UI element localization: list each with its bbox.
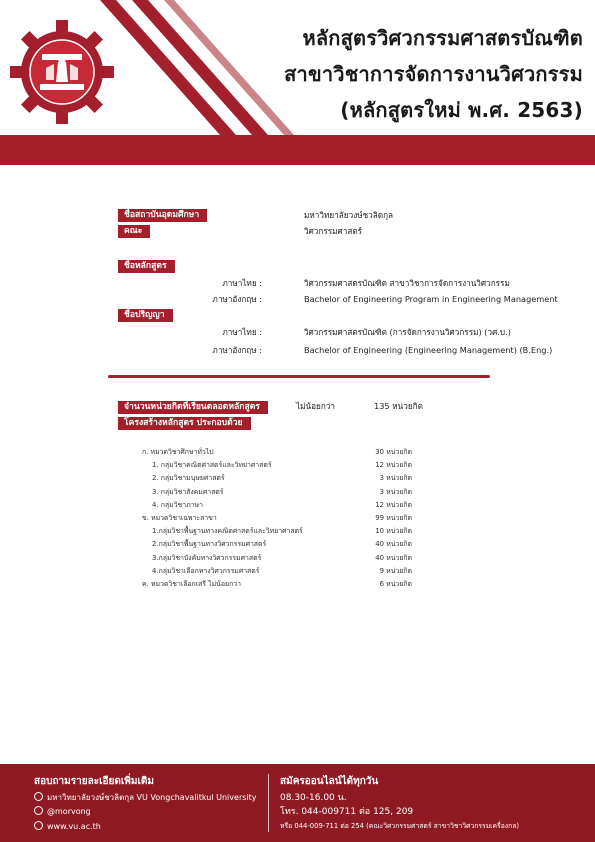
curriculum-row-name: ข. หมวดวิชาเฉพาะสาขา bbox=[142, 514, 217, 522]
curriculum-row-credits: 30 หน่วยกิต bbox=[375, 448, 412, 456]
curriculum-row-name: 3. กลุ่มวิชาสังคมศาสตร์ bbox=[152, 487, 224, 496]
faculty-value: วิศวกรรมศาสตร์ bbox=[304, 226, 363, 236]
apply-title: สมัครออนไลน์ได้ทุกวัน bbox=[280, 776, 379, 787]
curriculum-row bbox=[142, 565, 412, 577]
total-credits-prefix: ไม่น้อยกว่า bbox=[296, 401, 335, 411]
program-thai-value: วิศวกรรมศาสตรบัณฑิต สาขาวิชาการจัดการงานวิศวกรรม bbox=[304, 278, 510, 288]
curriculum-row bbox=[142, 552, 412, 564]
contact-social[interactable]: @morvong bbox=[47, 807, 91, 816]
curriculum-row bbox=[142, 525, 412, 537]
curriculum-row-credits: 12 หน่วยกิต bbox=[375, 500, 412, 509]
banner-stripe-1 bbox=[100, 0, 236, 135]
curriculum-row-credits: 12 หน่วยกิต bbox=[375, 461, 412, 470]
curriculum-row bbox=[142, 512, 412, 524]
curriculum-row-name: 2.กลุ่มวิชาพื้นฐานทางวิศวกรรมศาสตร์ bbox=[152, 540, 267, 549]
curriculum-row bbox=[142, 486, 412, 498]
contact-university: มหาวิทยาลัยวงษ์ชวลิตกุล VU Vongchavalitkul University bbox=[47, 793, 257, 802]
line-chat-icon bbox=[34, 806, 43, 815]
footer bbox=[0, 764, 595, 842]
structure-label: โครงสร้างหลักสูตร ประกอบด้วย bbox=[118, 417, 251, 430]
degree-thai-label: ภาษาไทย : bbox=[222, 327, 262, 337]
program-thai-label: ภาษาไทย : bbox=[222, 278, 262, 288]
curriculum-row bbox=[142, 472, 412, 484]
banner-stripe-3 bbox=[164, 0, 294, 135]
curriculum-row-credits: 99 หน่วยกิต bbox=[375, 514, 412, 522]
curriculum-row-name: 4. กลุ่มวิชาภาษา bbox=[152, 500, 203, 509]
contact-title: สอบถามรายละเอียดเพิ่มเติม bbox=[34, 776, 154, 787]
apply-alt-phone: หรือ 044-009-711 ต่อ 254 (คณะวิศวกรรมศาสตร์ สาขาวิชาวิศวกรรมเครื่องกล) bbox=[280, 822, 520, 830]
institution-label: ชื่อสถาบันอุดมศึกษา bbox=[118, 209, 207, 222]
curriculum-row-credits: 3 หน่วยกิต bbox=[379, 487, 412, 496]
degree-eng-label: ภาษาอังกฤษ : bbox=[212, 345, 262, 355]
banner-stripe-2 bbox=[132, 0, 268, 135]
banner-red-band bbox=[0, 135, 595, 165]
curriculum-row-credits: 6 หน่วยกิต bbox=[379, 580, 412, 588]
program-label: ชื่อหลักสูตร bbox=[118, 260, 175, 273]
section-divider bbox=[108, 375, 490, 378]
curriculum-row-credits: 3 หน่วยกิต bbox=[379, 474, 412, 483]
curriculum-row-name: 1.กลุ่มวิชาพื้นฐานทางคณิตศาสตร์และวิทยาศาสตร์ bbox=[152, 527, 303, 536]
apply-hours: 08.30-16.00 น. bbox=[280, 793, 347, 803]
title-line-1: หลักสูตรวิศวกรรมศาสตรบัณฑิต bbox=[302, 26, 583, 50]
curriculum-row-name: 4.กลุ่มวิชาเลือกทางวิศวกรรมศาสตร์ bbox=[152, 566, 260, 575]
contact-web-row bbox=[34, 821, 101, 831]
degree-thai-value: วิศวกรรมศาสตรบัณฑิต (การจัดการงานวิศวกรรม) (วศ.บ.) bbox=[304, 327, 511, 337]
university-logo-gear bbox=[10, 20, 114, 124]
curriculum-row bbox=[142, 459, 412, 471]
program-eng-label: ภาษาอังกฤษ : bbox=[212, 294, 262, 304]
curriculum-row bbox=[142, 446, 412, 458]
contact-web[interactable]: www.vu.ac.th bbox=[47, 822, 101, 831]
globe-icon bbox=[34, 821, 43, 830]
curriculum-row-name: 3.กลุ่มวิชาบังคับทางวิศวกรรมศาสตร์ bbox=[152, 553, 262, 562]
curriculum-row-credits: 40 หน่วยกิต bbox=[375, 553, 412, 562]
location-pin-icon bbox=[34, 792, 43, 801]
total-credits-value: 135 หน่วยกิต bbox=[374, 401, 423, 411]
title-line-3: (หลักสูตรใหม่ พ.ศ. 2563) bbox=[340, 98, 583, 122]
curriculum-row-credits: 10 หน่วยกิต bbox=[375, 527, 412, 536]
curriculum-row bbox=[142, 538, 412, 550]
footer-separator bbox=[268, 774, 269, 832]
title-line-2: สาขาวิชาการจัดการงานวิศวกรรม bbox=[284, 62, 583, 86]
curriculum-row-name: ก. หมวดวิชาศึกษาทั่วไป bbox=[142, 448, 214, 456]
curriculum-row-name: ค. หมวดวิชาเลือกเสรี ไม่น้อยกว่า bbox=[142, 580, 241, 588]
total-credits-label: จำนวนหน่วยกิตที่เรียนตลอดหลักสูตร bbox=[118, 401, 268, 414]
institution-value: มหาวิทยาลัยวงษ์ชวลิตกุล bbox=[304, 210, 394, 220]
curriculum-row bbox=[142, 499, 412, 511]
contact-university-row bbox=[34, 791, 257, 804]
curriculum-row-credits: 40 หน่วยกิต bbox=[375, 540, 412, 549]
curriculum-row-name: 2. กลุ่มวิชามนุษยศาสตร์ bbox=[152, 474, 225, 483]
curriculum-row-credits: 9 หน่วยกิต bbox=[379, 566, 412, 575]
degree-label: ชื่อปริญญา bbox=[118, 309, 173, 322]
degree-eng-value: Bachelor of Engineering (Engineering Management) (B.Eng.) bbox=[304, 345, 553, 355]
program-eng-value: Bachelor of Engineering Program in Engineering Management bbox=[304, 294, 558, 304]
curriculum-row bbox=[142, 578, 412, 590]
curriculum-row-name: 1. กลุ่มวิชาคณิตศาสตร์และวิทยาศาสตร์ bbox=[152, 461, 272, 470]
faculty-label: คณะ bbox=[118, 225, 150, 238]
contact-social-row bbox=[34, 806, 91, 816]
apply-phone: โทร. 044-009711 ต่อ 125, 209 bbox=[280, 807, 414, 817]
